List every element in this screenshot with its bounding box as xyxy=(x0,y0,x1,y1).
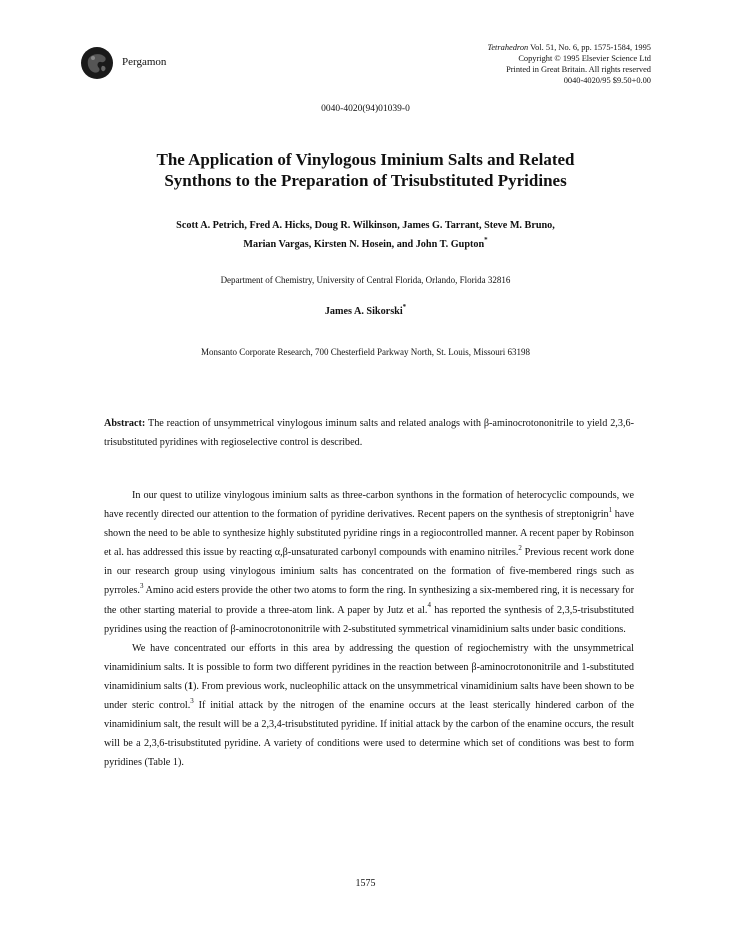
reference-mark: 4 xyxy=(427,601,431,610)
corresponding-author-mark: * xyxy=(402,302,407,311)
title-line: Synthons to the Preparation of Trisubstituted Pyridines xyxy=(164,171,567,190)
paragraph-1: In our quest to utilize vinylogous iminium salts as three-carbon synthons in the formation of heterocyclic compounds, we have recently directed our attention to the formation of pyridine derivatives. Recent papers on the synthesis of streptonigrin$^1$ have shown the need to be able to synthesize highly substituted pyridine rings in a regiocontrolled manner. A recent paper by Robinson et al. has addressed this issue by reacting α,β-unsaturated carbonyl compounds with enamino nitriles.$^2$ Previous recent work done in our research group using vinylogous iminium salts has concentrated on the formation of five-membered rings such as pyrroles.$^3$ Amino acid esters provide the other two atoms to form the ring. In synthesizing a six-membered ring, it is necessary for the other starting material to provide a three-atom link. A paper by Jutz et al.$^4$ has reported the synthesis of 2,3,5-trisubstituted pyridines using the reaction of β-aminocrotononitrile with 2-substituted symmetrical vinamidinium salts under basic conditions. xyxy=(104,490,635,635)
title-line: The Application of Vinylogous Iminium Salts and Related xyxy=(156,150,575,169)
journal-volume: Vol. 51, No. 6, pp. 1575-1584, 1995 xyxy=(528,43,651,52)
author-line: Marian Vargas, Kirsten N. Hosein, and John T. Gupton* xyxy=(243,235,488,250)
reference-mark: 2 xyxy=(518,543,522,552)
publisher-name: Pergamon xyxy=(122,56,167,68)
journal-citation xyxy=(391,42,651,53)
reference-mark: 3 xyxy=(139,582,144,591)
page-number: 1575 xyxy=(355,878,376,889)
affiliation-2: Monsanto Corporate Research, 700 Chesterfield Parkway North, St. Louis, Missouri 63198 xyxy=(201,347,530,357)
copyright-line: Copyright © 1995 Elsevier Science Ltd xyxy=(518,54,651,63)
reference-mark: 3 xyxy=(190,696,194,705)
printed-line: Printed in Great Britain. All rights reserved xyxy=(506,65,651,74)
author-list xyxy=(100,216,631,254)
pergamon-logo-icon xyxy=(80,46,114,80)
abstract-text: The reaction of unsymmetrical vinylogous iminum salts and related analogs with β-aminocrotononitrile to yield 2,3,6-trisubstituted pyridines with regioselective control is described. xyxy=(104,418,634,448)
journal-name: Tetrahedron xyxy=(487,43,529,52)
reference-mark: 1 xyxy=(608,505,613,514)
price-line: 0040-4020/95 $9.50+0.00 xyxy=(563,76,651,85)
abstract xyxy=(104,414,634,452)
paper-title xyxy=(90,149,641,191)
doi: 0040-4020(94)01039-0 xyxy=(321,104,410,114)
paragraph-2: We have concentrated our efforts in this area by addressing the question of regiochemistry with the unsymmetrical vinamidinium salts. It is possible to form two different pyridines in the reaction between β-aminocrotononitrile and 1-substituted vinamidinium salts (1). From previous work, nucleophilic attack on the unsymmetrical vinamidinium salts have been shown to be under steric control.$^3$ If initial attack by the nitrogen of the enamine occurs at the least sterically hindered carbon of the vinamidinium salt, the result will be a 2,3,4-trisubstituted pyridine. If initial attack by the carbon of the enamine occurs, the result will be a 2,3,6-trisubstituted pyridine. A variety of conditions were used to determine which set of conditions was best to form pyridines (Table 1). xyxy=(104,642,635,769)
journal-info xyxy=(391,42,651,86)
compound-number: 1 xyxy=(187,680,193,692)
affiliation-1: Department of Chemistry, University of Central Florida, Orlando, Florida 32816 xyxy=(220,275,511,285)
author-2: James A. Sikorski* xyxy=(324,302,407,317)
abstract-label: Abstract: xyxy=(104,418,146,429)
author-line: Scott A. Petrich, Fred A. Hicks, Doug R. Wilkinson, James G. Tarrant, Steve M. Bruno, xyxy=(176,220,555,231)
body-text xyxy=(104,486,634,772)
corresponding-author-mark: * xyxy=(484,235,488,244)
